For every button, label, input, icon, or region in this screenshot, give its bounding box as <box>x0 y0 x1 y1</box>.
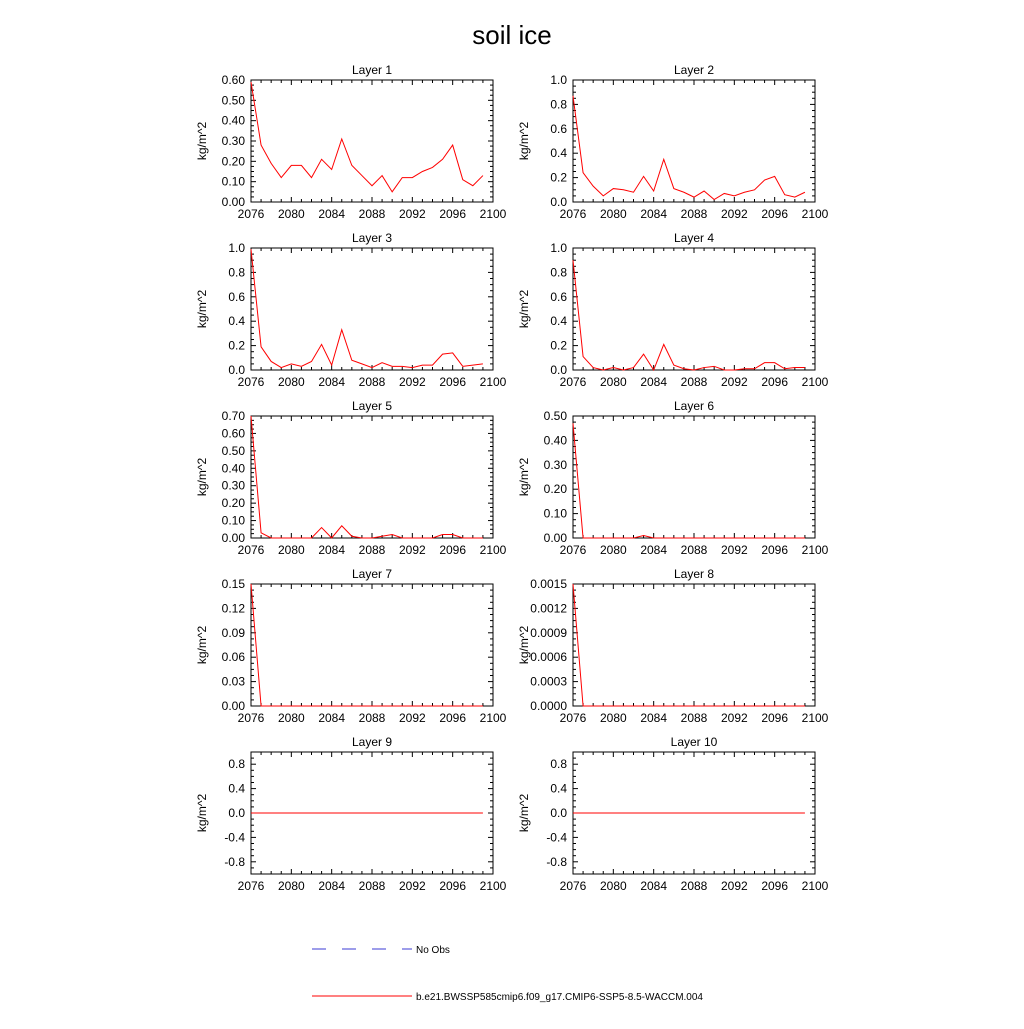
x-tick-label: 2080 <box>277 879 305 893</box>
y-tick-label: 0.8 <box>550 97 567 112</box>
x-tick-label: 2080 <box>599 879 627 893</box>
series-line <box>573 260 805 370</box>
x-tick-label: 2096 <box>761 543 789 557</box>
y-axis-label: kg/m^2 <box>195 457 209 497</box>
panel-title: Layer 4 <box>673 231 715 245</box>
y-tick-label: 0.0 <box>550 195 567 209</box>
x-tick-label: 2084 <box>640 879 668 893</box>
x-tick-label: 2092 <box>398 207 426 221</box>
y-tick-label: 0.0015 <box>530 577 567 591</box>
x-tick-label: 2100 <box>801 879 829 893</box>
x-tick-label: 2100 <box>801 375 829 389</box>
y-tick-label: 0.09 <box>221 625 245 640</box>
legend <box>312 945 703 1003</box>
y-axis-label: kg/m^2 <box>517 457 531 497</box>
panel-title: Layer 6 <box>673 399 715 413</box>
panel-title: Layer 5 <box>351 399 393 413</box>
y-tick-label: 0.8 <box>550 757 567 772</box>
series-line <box>573 423 805 538</box>
x-tick-label: 2080 <box>277 207 305 221</box>
y-axis-label: kg/m^2 <box>195 625 209 665</box>
x-tick-label: 2088 <box>680 375 708 389</box>
x-tick-label: 2076 <box>237 543 265 557</box>
series-line <box>251 416 483 538</box>
y-tick-label: 0.2 <box>550 170 567 185</box>
x-tick-label: 2076 <box>559 543 587 557</box>
x-tick-label: 2096 <box>761 711 789 725</box>
x-tick-label: 2092 <box>720 711 748 725</box>
series-line <box>251 249 483 367</box>
y-tick-label: 0.50 <box>221 443 245 458</box>
x-tick-label: 2088 <box>680 879 708 893</box>
x-tick-label: 2100 <box>801 711 829 725</box>
x-tick-label: 2100 <box>479 207 507 221</box>
y-tick-label: 0.4 <box>550 781 567 796</box>
x-tick-label: 2100 <box>801 543 829 557</box>
y-tick-label: 0.30 <box>221 478 245 493</box>
y-tick-label: 0.6 <box>550 289 567 304</box>
y-tick-label: 0.0000 <box>530 699 567 713</box>
plot-frame <box>573 416 815 538</box>
x-tick-label: 2076 <box>237 375 265 389</box>
y-tick-label: 0.0009 <box>530 625 567 640</box>
y-tick-label: 0.70 <box>221 409 245 423</box>
x-tick-label: 2080 <box>277 711 305 725</box>
x-tick-label: 2084 <box>318 207 346 221</box>
legend-obs-label: No Obs <box>416 945 450 956</box>
y-tick-label: 0.10 <box>221 174 245 189</box>
y-tick-label: -0.4 <box>546 830 567 845</box>
x-tick-label: 2084 <box>640 711 668 725</box>
y-tick-label: 0.6 <box>550 121 567 136</box>
panel-9 <box>195 735 507 893</box>
y-axis-label: kg/m^2 <box>195 289 209 329</box>
x-tick-label: 2076 <box>559 711 587 725</box>
y-tick-label: 0.06 <box>221 650 245 665</box>
plot-frame <box>251 248 493 370</box>
y-tick-label: 0.0 <box>228 363 245 377</box>
x-tick-label: 2076 <box>237 879 265 893</box>
y-tick-label: -0.8 <box>224 854 245 869</box>
x-tick-label: 2096 <box>439 543 467 557</box>
x-tick-label: 2084 <box>640 207 668 221</box>
y-tick-label: 0.8 <box>550 265 567 280</box>
x-tick-label: 2096 <box>439 879 467 893</box>
panel-title: Layer 10 <box>670 735 718 749</box>
panel-title: Layer 3 <box>351 231 393 245</box>
panel-title: Layer 9 <box>351 735 393 749</box>
series-line <box>251 584 483 706</box>
y-axis-label: kg/m^2 <box>517 121 531 161</box>
y-tick-label: 0.20 <box>221 154 245 169</box>
y-axis-label: kg/m^2 <box>517 289 531 329</box>
y-tick-label: 0.00 <box>221 195 245 209</box>
y-tick-label: 0.8 <box>228 265 245 280</box>
y-tick-label: 0.0 <box>550 363 567 377</box>
x-tick-label: 2080 <box>599 207 627 221</box>
x-tick-label: 2088 <box>680 543 708 557</box>
x-tick-label: 2076 <box>559 879 587 893</box>
y-tick-label: 0.20 <box>221 496 245 511</box>
x-tick-label: 2084 <box>318 879 346 893</box>
y-tick-label: 0.2 <box>228 338 245 353</box>
y-tick-label: 1.0 <box>550 241 567 255</box>
figure-title: soil ice <box>472 20 552 50</box>
y-tick-label: 0.30 <box>543 457 567 472</box>
y-tick-label: -0.4 <box>224 830 245 845</box>
y-tick-label: 0.4 <box>550 146 567 161</box>
x-tick-label: 2100 <box>479 711 507 725</box>
y-tick-label: 0.20 <box>543 482 567 497</box>
panel-4 <box>517 231 829 389</box>
y-axis-label: kg/m^2 <box>195 121 209 161</box>
y-tick-label: 0.6 <box>228 289 245 304</box>
y-tick-label: 0.00 <box>221 531 245 545</box>
panel-5 <box>195 399 507 557</box>
x-tick-label: 2080 <box>599 375 627 389</box>
y-tick-label: 0.0 <box>550 806 567 820</box>
x-tick-label: 2088 <box>358 711 386 725</box>
y-tick-label: 0.8 <box>228 757 245 772</box>
y-tick-label: 1.0 <box>228 241 245 255</box>
x-tick-label: 2092 <box>720 207 748 221</box>
panel-title: Layer 7 <box>351 567 393 581</box>
x-tick-label: 2100 <box>479 879 507 893</box>
x-tick-label: 2096 <box>439 375 467 389</box>
x-tick-label: 2100 <box>479 543 507 557</box>
legend-model-label: b.e21.BWSSP585cmip6.f09_g17.CMIP6-SSP5-8.5-WACCM.004 <box>416 992 703 1003</box>
x-tick-label: 2088 <box>358 879 386 893</box>
y-tick-label: 0.2 <box>550 338 567 353</box>
x-tick-label: 2088 <box>358 543 386 557</box>
panel-3 <box>195 231 507 389</box>
y-axis-label: kg/m^2 <box>195 793 209 833</box>
y-tick-label: 1.0 <box>550 73 567 87</box>
y-tick-label: -0.8 <box>546 854 567 869</box>
series-line <box>573 584 805 706</box>
y-tick-label: 0.0012 <box>530 601 567 616</box>
x-tick-label: 2088 <box>358 207 386 221</box>
plot-frame <box>573 248 815 370</box>
y-tick-label: 0.30 <box>221 134 245 148</box>
y-tick-label: 0.4 <box>228 781 245 796</box>
y-tick-label: 0.50 <box>221 93 245 108</box>
x-tick-label: 2088 <box>680 711 708 725</box>
x-tick-label: 2092 <box>398 879 426 893</box>
x-tick-label: 2080 <box>599 543 627 557</box>
x-tick-label: 2096 <box>439 207 467 221</box>
y-tick-label: 0.4 <box>228 314 245 329</box>
y-tick-label: 0.00 <box>543 531 567 545</box>
panel-grid <box>195 63 829 893</box>
series-line <box>251 82 483 192</box>
panel-title: Layer 1 <box>351 63 393 77</box>
y-tick-label: 0.40 <box>221 113 245 128</box>
plot-frame <box>251 416 493 538</box>
panel-8 <box>517 567 829 725</box>
x-tick-label: 2076 <box>559 375 587 389</box>
x-tick-label: 2084 <box>318 375 346 389</box>
x-tick-label: 2080 <box>277 375 305 389</box>
x-tick-label: 2084 <box>640 543 668 557</box>
x-tick-label: 2084 <box>318 711 346 725</box>
x-tick-label: 2096 <box>439 711 467 725</box>
x-tick-label: 2080 <box>599 711 627 725</box>
y-tick-label: 0.60 <box>221 426 245 441</box>
y-tick-label: 0.10 <box>543 506 567 521</box>
y-tick-label: 0.4 <box>550 314 567 329</box>
x-tick-label: 2080 <box>277 543 305 557</box>
series-line <box>573 96 805 200</box>
panel-1 <box>195 63 507 221</box>
panel-title: Layer 2 <box>673 63 715 77</box>
panel-2 <box>517 63 829 221</box>
x-tick-label: 2092 <box>720 879 748 893</box>
y-tick-label: 0.40 <box>543 433 567 448</box>
x-tick-label: 2096 <box>761 375 789 389</box>
x-tick-label: 2096 <box>761 879 789 893</box>
y-tick-label: 0.15 <box>221 577 245 591</box>
y-tick-label: 0.00 <box>221 699 245 713</box>
y-tick-label: 0.10 <box>221 513 245 528</box>
y-tick-label: 0.12 <box>221 601 245 616</box>
y-tick-label: 0.0 <box>228 806 245 820</box>
y-tick-label: 0.03 <box>221 674 245 689</box>
x-tick-label: 2084 <box>318 543 346 557</box>
panel-title: Layer 8 <box>673 567 715 581</box>
x-tick-label: 2092 <box>720 543 748 557</box>
y-tick-label: 0.0003 <box>530 674 567 689</box>
x-tick-label: 2092 <box>398 543 426 557</box>
y-axis-label: kg/m^2 <box>517 793 531 833</box>
x-tick-label: 2100 <box>479 375 507 389</box>
y-tick-label: 0.0006 <box>530 650 567 665</box>
x-tick-label: 2084 <box>640 375 668 389</box>
x-tick-label: 2088 <box>680 207 708 221</box>
x-tick-label: 2092 <box>398 375 426 389</box>
y-tick-label: 0.50 <box>543 409 567 423</box>
panel-10 <box>517 735 829 893</box>
plot-frame <box>573 584 815 706</box>
y-axis-label: kg/m^2 <box>517 625 531 665</box>
panel-6 <box>517 399 829 557</box>
y-tick-label: 0.60 <box>221 73 245 87</box>
plot-frame <box>251 80 493 202</box>
x-tick-label: 2088 <box>358 375 386 389</box>
x-tick-label: 2100 <box>801 207 829 221</box>
panel-7 <box>195 567 507 725</box>
x-tick-label: 2076 <box>237 711 265 725</box>
x-tick-label: 2076 <box>237 207 265 221</box>
x-tick-label: 2096 <box>761 207 789 221</box>
y-tick-label: 0.40 <box>221 461 245 476</box>
x-tick-label: 2092 <box>720 375 748 389</box>
x-tick-label: 2092 <box>398 711 426 725</box>
plot-frame <box>251 584 493 706</box>
x-tick-label: 2076 <box>559 207 587 221</box>
